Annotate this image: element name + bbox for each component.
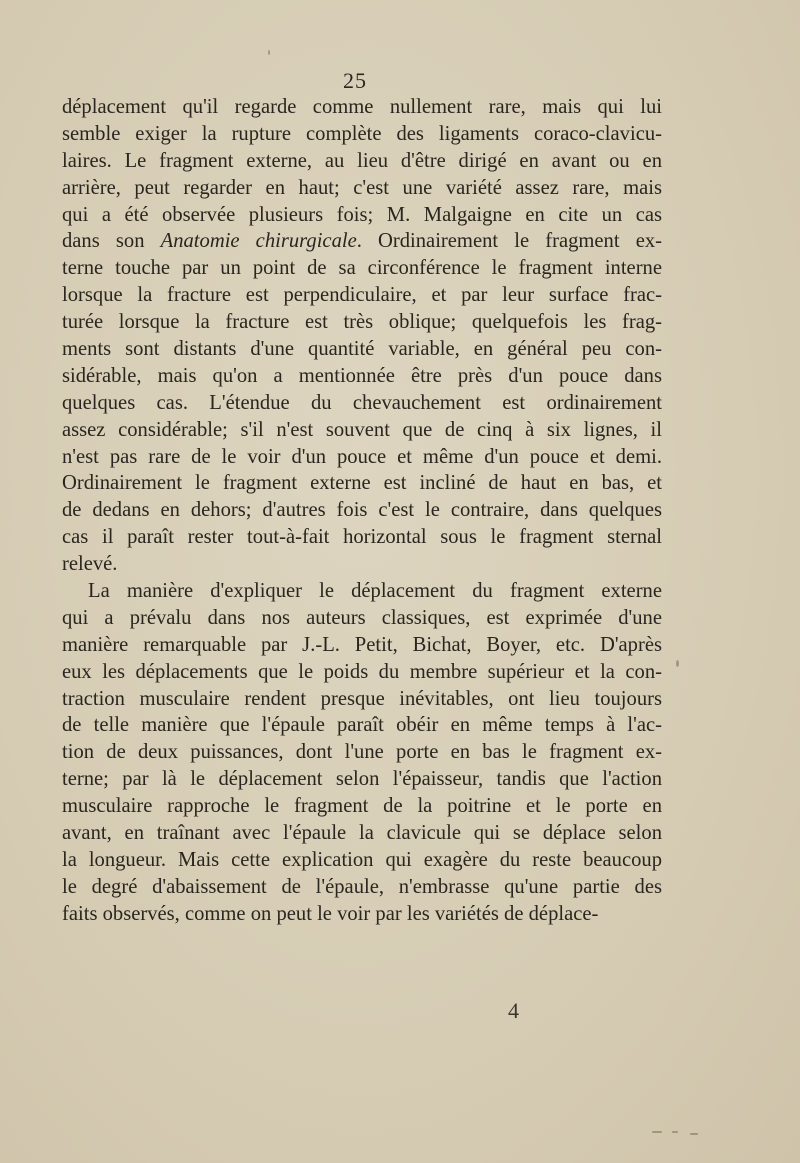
text-line: manière remarquable par J.-L. Petit, Bichat, Boyer, etc. D'après — [62, 633, 662, 656]
text-line: arrière, peut regarder en haut; c'est une variété assez rare, mais — [62, 176, 662, 199]
text-line: ments sont distants d'une quantité variable, en général peu con- — [62, 338, 662, 361]
text-line: Ordinairement le fragment externe est incliné de haut en bas, et — [62, 472, 662, 495]
text-line: lorsque la fracture est perpendiculaire, et par leur surface frac- — [62, 284, 662, 307]
signature-mark: 4 — [508, 998, 519, 1023]
text-line: qui a prévalu dans nos auteurs classiques, est exprimée d'une — [62, 606, 662, 629]
italic-title: Anatomie chirurgicale — [160, 230, 357, 253]
text-line: traction musculaire rendent presque inévitables, ont lieu toujours — [62, 687, 662, 710]
text-line: n'est pas rare de le voir d'un pouce et même d'un pouce et demi. — [62, 445, 662, 468]
paper-speck — [268, 50, 270, 55]
text-line: dans son Anatomie chirurgicale. Ordinairement le fragment ex- — [62, 230, 662, 253]
text-line: terne; par là le déplacement selon l'épaisseur, tandis que l'action — [62, 768, 662, 791]
text-line: tion de deux puissances, dont l'une porte en bas le fragment ex- — [62, 741, 662, 764]
text-line: de telle manière que l'épaule paraît obéir en même temps à l'ac- — [62, 714, 662, 737]
text-line: cas il paraît rester tout-à-fait horizontal sous le fragment sternal — [62, 526, 662, 549]
text-line: qui a été observée plusieurs fois; M. Malgaigne en cite un cas — [62, 203, 662, 226]
page-number: 25 — [343, 68, 367, 93]
paper-speck — [672, 1131, 678, 1133]
text-line: quelques cas. L'étendue du chevauchement est ordinairement — [62, 391, 662, 414]
text-line: sidérable, mais qu'on a mentionnée être près d'un pouce dans — [62, 364, 662, 387]
text-line: le degré d'abaissement de l'épaule, n'embrasse qu'une partie des — [62, 875, 662, 898]
text-line: musculaire rapproche le fragment de la poitrine et le porte en — [62, 795, 662, 818]
text-line: la longueur. Mais cette explication qui exagère du reste beaucoup — [62, 848, 662, 871]
paper-speck — [690, 1133, 698, 1135]
text-line: relevé. — [62, 553, 118, 576]
text-line: déplacement qu'il regarde comme nullement rare, mais qui lui — [62, 96, 662, 118]
text-line: eux les déplacements que le poids du membre supérieur et la con- — [62, 660, 662, 683]
text-line: avant, en traînant avec l'épaule la clavicule qui se déplace selon — [62, 822, 662, 845]
text-line: de dedans en dehors; d'autres fois c'est le contraire, dans quelques — [62, 499, 662, 522]
text-line: faits observés, comme on peut le voir par les variétés de déplace- — [62, 902, 599, 925]
text-line: laires. Le fragment externe, au lieu d'être dirigé en avant ou en — [62, 149, 662, 172]
text-line: turée lorsque la fracture est très oblique; quelquefois les frag- — [62, 311, 662, 334]
text-line: semble exiger la rupture complète des ligaments coraco-clavicu- — [62, 122, 662, 145]
paper-speck — [652, 1131, 662, 1133]
body-text — [62, 94, 662, 928]
paper-speck — [676, 660, 679, 667]
text-line: assez considérable; s'il n'est souvent que de cinq à six lignes, il — [62, 418, 662, 441]
text-line: La manière d'expliquer le déplacement du fragment externe — [88, 580, 662, 603]
text-line: terne touche par un point de sa circonférence le fragment interne — [62, 257, 662, 280]
